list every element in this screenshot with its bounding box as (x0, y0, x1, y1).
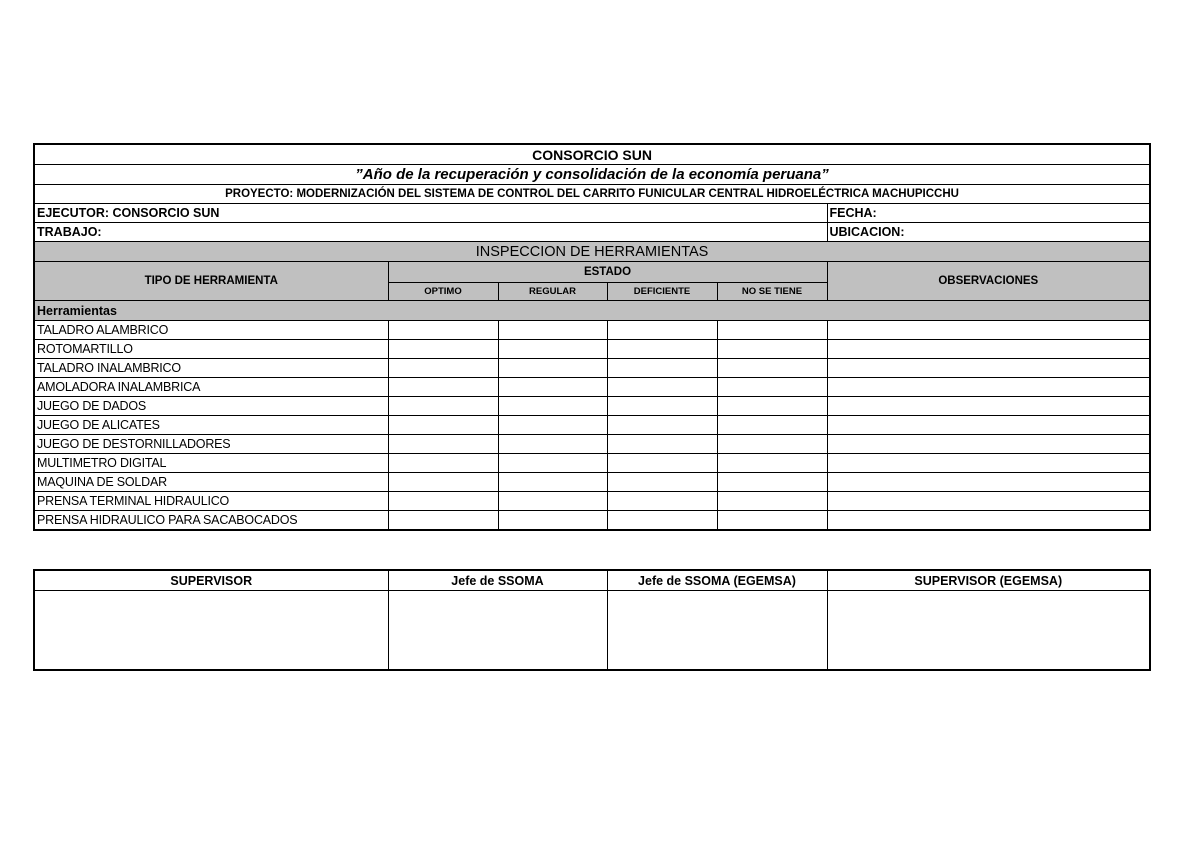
company-name: CONSORCIO SUN (34, 144, 1150, 165)
estado-regular-cell[interactable] (498, 397, 607, 416)
estado-deficiente-cell[interactable] (607, 454, 717, 473)
tool-name: TALADRO ALAMBRICO (34, 321, 388, 340)
observaciones-cell[interactable] (827, 397, 1150, 416)
table-row (34, 397, 1150, 416)
signature-header-jefe-ssoma: Jefe de SSOMA (388, 570, 607, 591)
observaciones-cell[interactable] (827, 321, 1150, 340)
signature-table (33, 569, 1151, 671)
estado-regular-cell[interactable] (498, 359, 607, 378)
estado-deficiente-cell[interactable] (607, 473, 717, 492)
table-row (34, 416, 1150, 435)
observaciones-cell[interactable] (827, 454, 1150, 473)
observaciones-cell[interactable] (827, 416, 1150, 435)
estado-optimo-cell[interactable] (388, 454, 498, 473)
estado-deficiente-cell[interactable] (607, 416, 717, 435)
estado-deficiente-cell[interactable] (607, 340, 717, 359)
estado-no-se-tiene-header: NO SE TIENE (717, 283, 827, 301)
tool-name: TALADRO INALAMBRICO (34, 359, 388, 378)
estado-regular-cell[interactable] (498, 416, 607, 435)
table-row (34, 378, 1150, 397)
estado-deficiente-cell[interactable] (607, 359, 717, 378)
estado-optimo-cell[interactable] (388, 473, 498, 492)
estado-deficiente-header: DEFICIENTE (607, 283, 717, 301)
estado-deficiente-cell[interactable] (607, 397, 717, 416)
inspection-title: INSPECCION DE HERRAMIENTAS (34, 242, 1150, 262)
observaciones-cell[interactable] (827, 378, 1150, 397)
estado-optimo-cell[interactable] (388, 511, 498, 531)
estado-deficiente-cell[interactable] (607, 321, 717, 340)
observaciones-cell[interactable] (827, 435, 1150, 454)
tool-name: MULTIMETRO DIGITAL (34, 454, 388, 473)
estado-optimo-cell[interactable] (388, 416, 498, 435)
tool-name: AMOLADORA INALAMBRICA (34, 378, 388, 397)
estado-optimo-header: OPTIMO (388, 283, 498, 301)
table-row (34, 359, 1150, 378)
estado-regular-cell[interactable] (498, 435, 607, 454)
table-row (34, 340, 1150, 359)
tool-name: JUEGO DE ALICATES (34, 416, 388, 435)
observaciones-cell[interactable] (827, 340, 1150, 359)
table-row (34, 435, 1150, 454)
estado-deficiente-cell[interactable] (607, 378, 717, 397)
estado-regular-cell[interactable] (498, 340, 607, 359)
estado-optimo-cell[interactable] (388, 492, 498, 511)
table-row (34, 454, 1150, 473)
estado-no-se-tiene-cell[interactable] (717, 435, 827, 454)
estado-no-se-tiene-cell[interactable] (717, 378, 827, 397)
estado-optimo-cell[interactable] (388, 340, 498, 359)
estado-optimo-cell[interactable] (388, 435, 498, 454)
estado-no-se-tiene-cell[interactable] (717, 321, 827, 340)
tool-items (34, 321, 1150, 531)
tool-name: MAQUINA DE SOLDAR (34, 473, 388, 492)
estado-regular-cell[interactable] (498, 511, 607, 531)
signature-box-jefe-ssoma[interactable] (388, 591, 607, 671)
tool-name: JUEGO DE DADOS (34, 397, 388, 416)
estado-deficiente-cell[interactable] (607, 511, 717, 531)
observaciones-cell[interactable] (827, 492, 1150, 511)
estado-regular-cell[interactable] (498, 321, 607, 340)
col-header-tipo: TIPO DE HERRAMIENTA (34, 262, 388, 301)
estado-optimo-cell[interactable] (388, 359, 498, 378)
trabajo-field[interactable]: TRABAJO: (34, 223, 827, 242)
estado-optimo-cell[interactable] (388, 378, 498, 397)
tool-name: PRENSA HIDRAULICO PARA SACABOCADOS (34, 511, 388, 531)
estado-no-se-tiene-cell[interactable] (717, 359, 827, 378)
estado-no-se-tiene-cell[interactable] (717, 492, 827, 511)
ubicacion-field[interactable]: UBICACION: (827, 223, 1150, 242)
estado-no-se-tiene-cell[interactable] (717, 397, 827, 416)
signature-header-supervisor: SUPERVISOR (34, 570, 388, 591)
estado-optimo-cell[interactable] (388, 397, 498, 416)
project-title: PROYECTO: MODERNIZACIÓN DEL SISTEMA DE CONTROL DEL CARRITO FUNICULAR CENTRAL HIDROELÉCTRICA MACHUPICCHU (34, 185, 1150, 204)
col-header-estado: ESTADO (388, 262, 827, 283)
tool-name: JUEGO DE DESTORNILLADORES (34, 435, 388, 454)
estado-regular-header: REGULAR (498, 283, 607, 301)
estado-regular-cell[interactable] (498, 492, 607, 511)
inspection-form-table (33, 143, 1151, 531)
signature-box-supervisor[interactable] (34, 591, 388, 671)
table-row (34, 321, 1150, 340)
estado-regular-cell[interactable] (498, 454, 607, 473)
estado-no-se-tiene-cell[interactable] (717, 416, 827, 435)
signature-header-supervisor-egemsa: SUPERVISOR (EGEMSA) (827, 570, 1150, 591)
table-row (34, 511, 1150, 531)
estado-no-se-tiene-cell[interactable] (717, 454, 827, 473)
col-header-observaciones: OBSERVACIONES (827, 262, 1150, 301)
estado-regular-cell[interactable] (498, 473, 607, 492)
fecha-field[interactable]: FECHA: (827, 204, 1150, 223)
estado-no-se-tiene-cell[interactable] (717, 340, 827, 359)
estado-deficiente-cell[interactable] (607, 435, 717, 454)
signature-box-supervisor-egemsa[interactable] (827, 591, 1150, 671)
ejecutor-label: EJECUTOR: CONSORCIO SUN (34, 204, 827, 223)
estado-no-se-tiene-cell[interactable] (717, 511, 827, 531)
estado-no-se-tiene-cell[interactable] (717, 473, 827, 492)
signature-box-jefe-ssoma-egemsa[interactable] (607, 591, 827, 671)
observaciones-cell[interactable] (827, 511, 1150, 531)
year-slogan: ”Año de la recuperación y consolidación de la economía peruana” (34, 165, 1150, 185)
estado-regular-cell[interactable] (498, 378, 607, 397)
observaciones-cell[interactable] (827, 473, 1150, 492)
table-row (34, 473, 1150, 492)
observaciones-cell[interactable] (827, 359, 1150, 378)
tool-name: PRENSA TERMINAL HIDRAULICO (34, 492, 388, 511)
estado-deficiente-cell[interactable] (607, 492, 717, 511)
signature-header-jefe-ssoma-egemsa: Jefe de SSOMA (EGEMSA) (607, 570, 827, 591)
estado-optimo-cell[interactable] (388, 321, 498, 340)
section-herramientas: Herramientas (34, 301, 1150, 321)
tool-name: ROTOMARTILLO (34, 340, 388, 359)
table-row (34, 492, 1150, 511)
